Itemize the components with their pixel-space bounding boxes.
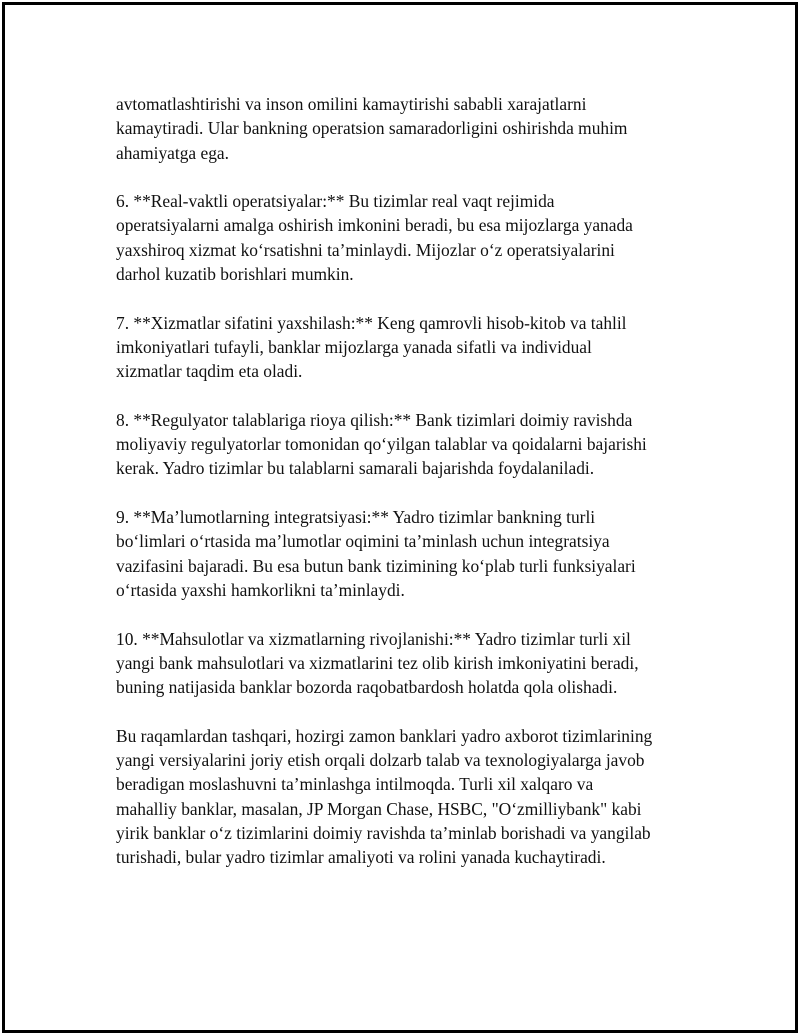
paragraph-item-8 xyxy=(116,408,696,481)
paragraph-intro-continuation xyxy=(116,92,696,165)
text-line: imkoniyatlari tufayli, banklar mijozlarga yanada sifatli va individual xyxy=(116,336,592,357)
text-line: avtomatlashtirishi va inson omilini kamaytirishi sababli xarajatlarni xyxy=(116,94,587,114)
paragraph-conclusion xyxy=(116,724,696,870)
text-line: bo‘limlari o‘rtasida ma’lumotlar oqimini ta’minlash uchun integratsiya xyxy=(116,531,610,552)
text-line: kamaytiradi. Ular bankning operatsion samaradorligini oshirishda muhim xyxy=(116,118,628,139)
paragraph-item-7 xyxy=(116,311,696,384)
text-line: moliyaviy regulyatorlar tomonidan qo‘yilgan talablar va qoidalarni bajarishi xyxy=(116,434,647,455)
text-line: kerak. Yadro tizimlar bu talablarni samarali bajarishda foydalaniladi. xyxy=(116,458,595,479)
text-line: xizmatlar taqdim eta oladi. xyxy=(116,361,303,382)
paragraph-item-6 xyxy=(116,189,696,286)
text-line: turishadi, bular yadro tizimlar amaliyoti va rolini yanada kuchaytiradi. xyxy=(116,847,606,868)
text-line: beradigan moslashuvni ta’minlashga intilmoqda. Turli xil xalqaro va xyxy=(116,774,594,795)
text-line: buning natijasida banklar bozorda raqobatbardosh holatda qola olishadi. xyxy=(116,677,618,698)
paragraph-item-10 xyxy=(116,627,696,700)
text-line: 10. **Mahsulotlar va xizmatlarning rivojlanishi:** Yadro tizimlar turli xil xyxy=(116,628,631,649)
text-line: yaxshiroq xizmat ko‘rsatishni ta’minlaydi. Mijozlar o‘z operatsiyalarini xyxy=(116,239,615,260)
text-line: 9. **Ma’lumotlarning integratsiyasi:** Yadro tizimlar bankning turli xyxy=(116,507,596,528)
text-line: yangi bank mahsulotlari va xizmatlarini tez olib kirish imkoniyatini beradi, xyxy=(116,652,639,673)
text-line: Bu raqamlardan tashqari, hozirgi zamon banklari yadro axborot tizimlarining xyxy=(116,725,653,746)
text-line: o‘rtasida yaxshi hamkorlikni ta’minlaydi. xyxy=(116,579,405,600)
text-line: operatsiyalarni amalga oshirish imkonini beradi, bu esa mijozlarga yanada xyxy=(116,215,633,236)
document-body xyxy=(116,92,696,894)
text-line: mahalliy banklar, masalan, JP Morgan Chase, HSBC, "O‘zmilliybank" kabi xyxy=(116,798,642,819)
paragraph-item-9 xyxy=(116,505,696,602)
text-line: yirik banklar o‘z tizimlarini doimiy ravishda ta’minlab borishadi va yangilab xyxy=(116,822,651,843)
text-line: yangi versiyalarini joriy etish orqali dolzarb talab va texnologiyalarga javob xyxy=(116,750,645,771)
text-line: 6. **Real-vaktli operatsiyalar:** Bu tizimlar real vaqt rejimida xyxy=(116,191,555,212)
text-line: ahamiyatga ega. xyxy=(116,142,229,163)
text-line: vazifasini bajaradi. Bu esa butun bank tizimining ko‘plab turli funksiyalari xyxy=(116,555,636,576)
text-line: darhol kuzatib borishlari mumkin. xyxy=(116,264,354,285)
text-line: 7. **Xizmatlar sifatini yaxshilash:** Keng qamrovli hisob-kitob va tahlil xyxy=(116,312,627,333)
text-line: 8. **Regulyator talablariga rioya qilish:** Bank tizimlari doimiy ravishda xyxy=(116,409,633,430)
